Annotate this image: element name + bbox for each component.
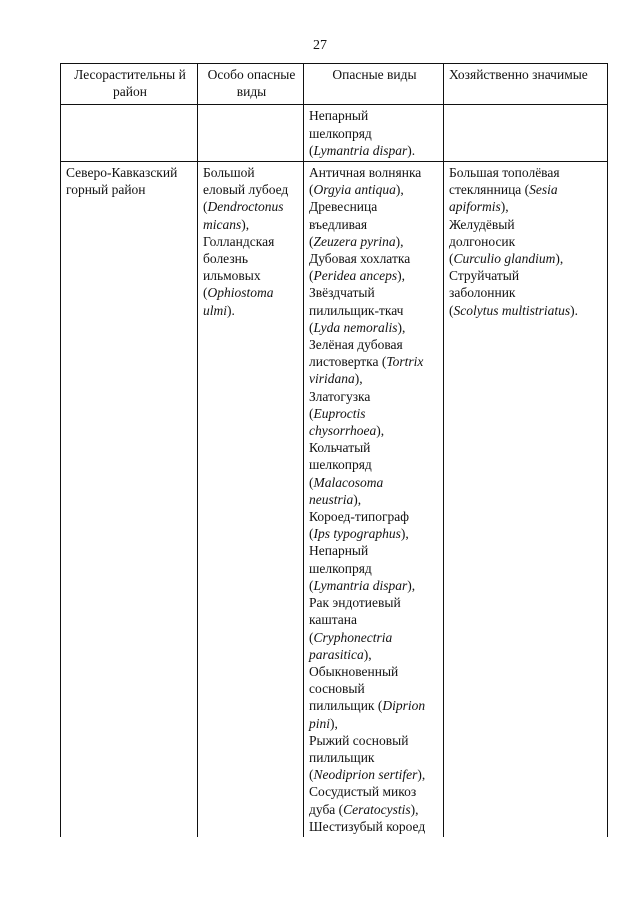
cell-line: (Ophiostoma (203, 285, 274, 301)
cell-line: Дубовая хохлатка (309, 251, 411, 267)
cell-line: долгоносик (449, 233, 516, 249)
cell-line: (Neodiprion sertifer), (309, 767, 426, 783)
table-header-row (61, 64, 608, 105)
cell-line: (Scolytus multistriatus). (449, 302, 579, 318)
cell-line: (Ips typographus), (309, 526, 409, 542)
cell-line: листовертка (Tortrix (309, 354, 424, 370)
latin-name: Orgyia antiqua (313, 182, 396, 198)
header-dangerous: Опасные виды (304, 64, 444, 105)
cell-line: viridana), (309, 371, 363, 387)
cell-line: Большая тополёвая (449, 165, 560, 181)
cell-region (61, 162, 198, 837)
cell-line: neustria), (309, 491, 362, 507)
latin-name: parasitica (309, 646, 364, 662)
cell-dangerous (304, 162, 444, 837)
latin-name: Sesia (529, 182, 558, 198)
cell-line: (Dendroctonus (203, 199, 284, 215)
cell-line: Большой (203, 165, 255, 181)
cell-line: Короед-типограф (309, 509, 410, 525)
cell-line: (Zeuzera pyrina), (309, 233, 404, 249)
cell-line: apiformis), (449, 199, 509, 215)
latin-name: Curculio glandium (453, 251, 556, 267)
cell-line: горный район (66, 182, 146, 198)
latin-name: pini (309, 715, 331, 731)
cell-region-empty (61, 105, 198, 162)
cell-line: ильмовых (203, 268, 261, 284)
cell-line: (Lymantria dispar). (309, 142, 416, 158)
cell-line: (Curculio glandium), (449, 251, 564, 267)
cell-line: chysorrhoea), (309, 423, 385, 439)
cell-line: Голландская (203, 233, 275, 249)
cell-line: пилильщик (309, 749, 375, 765)
cell-line: дуба (Ceratocystis), (309, 801, 419, 817)
cell-line: Желудёвый (449, 216, 515, 232)
latin-name: Lyda nemoralis (313, 319, 398, 335)
header-economic: Хозяйственно значимые (444, 64, 608, 105)
table-row-north-caucasus (61, 162, 608, 837)
cell-line: (Cryphonectria (309, 629, 393, 645)
cell-line: (Peridea anceps), (309, 268, 405, 284)
cell-line: Кольчатый (309, 440, 371, 456)
cell-line: Непарный (309, 108, 369, 124)
cell-line: (Malacosoma (309, 474, 384, 490)
cell-line: Античная волнянка (309, 165, 422, 181)
latin-name: Neodiprion sertifer (313, 767, 418, 783)
cell-line: стеклянница (Sesia (449, 182, 558, 198)
cell-line: пилильщик-ткач (309, 302, 404, 318)
latin-name: Ophiostoma (207, 285, 274, 301)
cell-line: шелкопряд (309, 125, 372, 141)
cell-line: (Lyda nemoralis), (309, 319, 406, 335)
cell-line: Сосудистый микоз (309, 784, 417, 800)
cell-line: Рак эндотиевый (309, 595, 401, 611)
cell-line: (Orgyia antiqua), (309, 182, 404, 198)
table-row-continuation (61, 105, 608, 162)
cell-line: (Lymantria dispar), (309, 577, 416, 593)
latin-name: Dendroctonus (207, 199, 284, 215)
latin-name: Ceratocystis (343, 801, 411, 817)
latin-name: Tortrix (386, 354, 424, 370)
latin-name: Diprion (382, 698, 426, 714)
latin-name: ulmi (203, 302, 228, 318)
latin-name: Cryphonectria (313, 629, 393, 645)
forest-pests-table (60, 63, 608, 837)
cell-line: pini), (309, 715, 338, 731)
cell-line: Струйчатый (449, 268, 520, 284)
cell-line: сосновый (309, 681, 365, 697)
header-region: Лесорастительны й район (61, 64, 198, 105)
cell-line: еловый лубоед (203, 182, 289, 198)
header-especially-dangerous: Особо опасные виды (198, 64, 304, 105)
page-number: 27 (313, 38, 327, 53)
latin-name: chysorrhoea (309, 423, 377, 439)
cell-line: шелкопряд (309, 457, 372, 473)
latin-name: Malacosoma (313, 474, 384, 490)
cell-line: Северо-Кавказский (66, 165, 178, 181)
cell-line: Звёздчатый (309, 285, 375, 301)
latin-name: Euproctis (313, 405, 366, 421)
cell-line: (Euproctis (309, 405, 366, 421)
cell-especially-dangerous (198, 162, 304, 837)
latin-name: Lymantria dispar (313, 577, 408, 593)
cell-line: шелкопряд (309, 560, 372, 576)
latin-name: viridana (309, 371, 355, 387)
latin-name: Scolytus multistriatus (453, 302, 571, 318)
cell-line: каштана (309, 612, 358, 628)
cell-line: болезнь (203, 251, 249, 267)
cell-line: ulmi). (203, 302, 235, 318)
cell-line: Обыкновенный (309, 663, 399, 679)
latin-name: neustria (309, 491, 354, 507)
cell-line: Зелёная дубовая (309, 337, 403, 353)
cell-line: Шестизубый короед (309, 818, 426, 834)
latin-name: Zeuzera pyrina (313, 233, 396, 249)
cell-line: Златогузка (309, 388, 371, 404)
cell-economic-empty (444, 105, 608, 162)
latin-name: apiformis (449, 199, 501, 215)
latin-name: Lymantria dispar (313, 142, 408, 158)
latin-name: Peridea anceps (313, 268, 398, 284)
cell-line: заболонник (449, 285, 516, 301)
cell-especially-dangerous-empty (198, 105, 304, 162)
cell-economic (444, 162, 608, 837)
cell-line: Рыжий сосновый (309, 732, 409, 748)
cell-line: Древесница (309, 199, 378, 215)
cell-line: micans), (203, 216, 250, 232)
cell-line: parasitica), (309, 646, 372, 662)
cell-line: Непарный (309, 543, 369, 559)
cell-line: пилильщик (Diprion (309, 698, 426, 714)
latin-name: micans (203, 216, 242, 232)
cell-line: въедливая (309, 216, 368, 232)
cell-dangerous-continuation (304, 105, 444, 162)
latin-name: Ips typographus (313, 526, 401, 542)
